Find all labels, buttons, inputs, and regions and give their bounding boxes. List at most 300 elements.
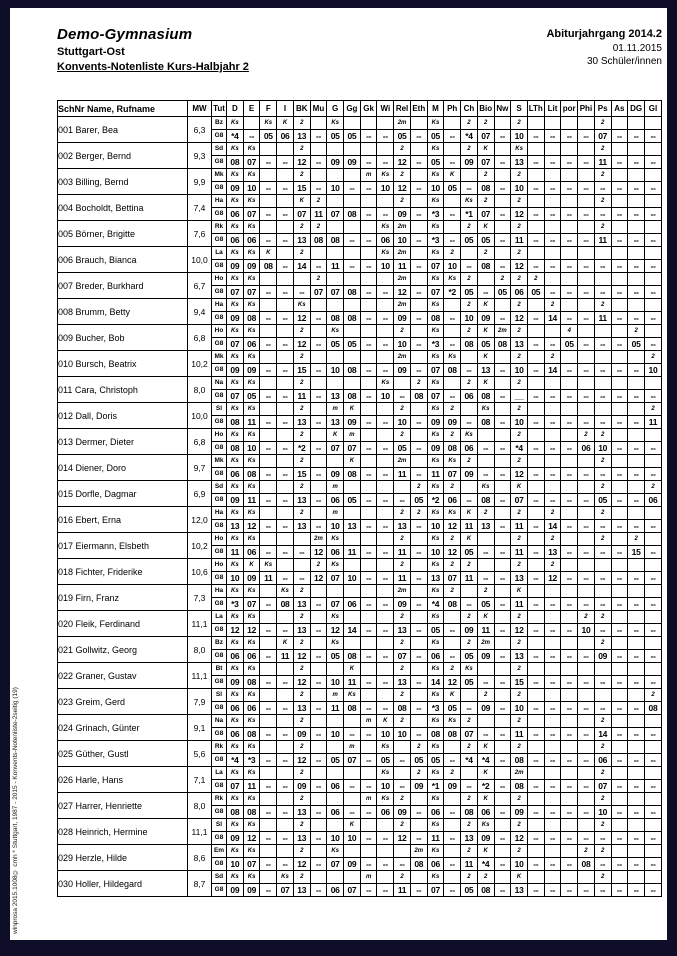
student-name-cell: 002 Berger, Bernd [58,143,188,169]
grade-cell: 13 [511,650,528,663]
grade-cell: 13 [344,520,361,533]
course-type-cell [277,455,294,468]
course-type-cell [360,637,377,650]
grade-cell: -- [544,156,561,169]
grade-cell: -- [644,572,661,585]
mw-cell: 6,3 [188,117,212,143]
grade-cell: 07 [243,286,260,299]
course-type-cell [527,169,544,182]
course-type-cell [494,585,511,598]
grade-cell: -- [260,780,277,793]
course-type-cell [527,507,544,520]
table-row [58,169,662,182]
course-type-cell [360,455,377,468]
course-type-cell [310,637,327,650]
grade-cell: -- [628,156,645,169]
course-type-cell: Ks [277,585,294,598]
grade-cell: -- [477,546,494,559]
course-type-cell [494,169,511,182]
course-type-cell [494,715,511,728]
course-type-cell [494,429,511,442]
grade-cell: -- [360,234,377,247]
course-type-cell [644,455,661,468]
grade-cell: -- [377,442,394,455]
course-type-cell [628,663,645,676]
course-type-cell [628,143,645,156]
course-type-cell [578,715,595,728]
track-cell: G8 [212,390,227,403]
mw-cell: 11,1 [188,663,212,689]
grade-cell: 07 [477,130,494,143]
course-type-cell: Ks [227,273,244,286]
track-cell: G8 [212,624,227,637]
course-type-cell [310,871,327,884]
grade-cell: 09 [444,780,461,793]
course-type-cell [327,221,344,234]
course-type-cell: Ks [227,247,244,260]
grade-cell: 13 [511,156,528,169]
course-type-cell: 2 [544,299,561,312]
track-cell: G8 [212,702,227,715]
grade-cell: 05 [327,338,344,351]
course-type-cell [344,351,361,364]
grade-cell: -- [377,468,394,481]
grade-cell: 10 [243,442,260,455]
grade-cell: 05 [410,494,427,507]
grade-cell: 08 [277,598,294,611]
col-header-G: G [327,101,344,117]
course-type-cell: Ks [243,247,260,260]
grade-cell: -- [628,676,645,689]
grade-cell: 09 [293,728,310,741]
grade-cell: -- [527,780,544,793]
grade-cell: 06 [327,806,344,819]
course-type-cell [544,325,561,338]
grade-cell: 14 [544,312,561,325]
grade-cell: *4 [461,754,478,767]
course-type-cell [544,403,561,416]
grade-cell: -- [377,312,394,325]
grade-cell: 11 [644,416,661,429]
course-type-cell [293,559,310,572]
course-type-cell: Ks [227,637,244,650]
course-type-cell [611,481,628,494]
course-type-cell [611,533,628,546]
course-type-cell [277,325,294,338]
grade-cell: -- [544,494,561,507]
grade-cell: -- [544,858,561,871]
grade-cell: -- [310,494,327,507]
grade-cell: *2 [477,780,494,793]
grade-cell: -- [410,676,427,689]
course-type-cell: Ks [377,767,394,780]
table-row [58,637,662,650]
course-type-cell: 2 [293,715,310,728]
course-type-cell [527,247,544,260]
grade-cell: 10 [394,234,411,247]
col-header-Nw: Nw [494,101,511,117]
student-name-cell: 020 Fleik, Ferdinand [58,611,188,637]
course-type-cell [394,741,411,754]
student-name-cell: 024 Grinach, Günter [58,715,188,741]
tutor-cell: Sl [212,403,227,416]
course-type-cell [561,429,578,442]
grade-cell: 10 [594,806,611,819]
grade-cell: -- [578,494,595,507]
course-type-cell [544,169,561,182]
course-type-cell: Ks [427,117,444,130]
grade-cell: -- [444,390,461,403]
grade-cell: -- [360,884,377,897]
course-type-cell [310,585,327,598]
course-type-cell: Ks [461,663,478,676]
course-type-cell: 2 [594,741,611,754]
grade-cell: -- [310,390,327,403]
course-type-cell [578,195,595,208]
course-type-cell [594,273,611,286]
grade-cell: -- [360,624,377,637]
course-type-cell: 2 [511,403,528,416]
track-cell: G8 [212,806,227,819]
course-type-cell: K [377,715,394,728]
course-type-cell [561,793,578,806]
course-type-cell [527,585,544,598]
grade-cell: 07 [394,650,411,663]
grade-cell: -- [310,520,327,533]
mw-cell: 10,0 [188,403,212,429]
grade-cell: -- [360,702,377,715]
course-type-cell: 2 [444,533,461,546]
grade-cell: *4 [427,598,444,611]
course-type-cell: Ks [327,611,344,624]
grade-cell: -- [444,754,461,767]
course-type-cell [544,247,561,260]
tutor-cell: Mk [212,455,227,468]
course-type-cell: Ks [227,195,244,208]
grade-cell: -- [410,260,427,273]
mw-cell: 7,1 [188,767,212,793]
course-type-cell [644,195,661,208]
student-name-cell: 028 Heinrich, Hermine [58,819,188,845]
course-type-cell [344,169,361,182]
track-cell: G8 [212,494,227,507]
grade-cell: *2 [444,286,461,299]
course-type-cell [611,715,628,728]
grade-cell: 05 [344,130,361,143]
grade-cell: 09 [227,494,244,507]
grade-cell: -- [260,884,277,897]
course-type-cell: K [511,585,528,598]
course-type-cell [260,481,277,494]
table-row [58,429,662,442]
course-type-cell: 2 [578,845,595,858]
grade-cell: -- [544,650,561,663]
course-type-cell [410,169,427,182]
course-type-cell [410,221,427,234]
col-header-name: SchNr Name, Rufname [58,101,188,117]
grade-cell: 05 [444,702,461,715]
course-type-cell [410,351,427,364]
grade-cell: 05 [461,546,478,559]
course-type-cell: Ks [243,273,260,286]
course-type-cell [260,611,277,624]
course-type-cell [611,611,628,624]
grade-cell: 09 [394,312,411,325]
grade-cell: 13 [293,806,310,819]
course-type-cell: K [477,767,494,780]
course-type-cell: 2 [293,585,310,598]
col-header-Gk: Gk [360,101,377,117]
course-type-cell [561,715,578,728]
course-type-cell: m [344,741,361,754]
grade-cell: -- [611,572,628,585]
grade-cell: -- [344,234,361,247]
grade-cell: 09 [461,624,478,637]
course-type-cell: 2 [394,169,411,182]
course-type-cell: Ks [243,169,260,182]
course-type-cell [561,169,578,182]
footer-vertical-text: winprosa 2015.1008© cmh * Stuttgart, 1987 - 2015 - Konvents-Notenliste-2seitig (19) [12,687,19,934]
course-type-cell: 2 [293,325,310,338]
mw-cell: 9,7 [188,455,212,481]
tutor-cell: Rk [212,221,227,234]
student-name-cell: 027 Harrer, Henriette [58,793,188,819]
course-type-cell [544,585,561,598]
course-type-cell [410,715,427,728]
course-type-cell [611,117,628,130]
course-type-cell [544,689,561,702]
grade-cell: -- [561,572,578,585]
student-name-cell: 013 Dermer, Dieter [58,429,188,455]
grade-cell: -- [644,832,661,845]
grade-cell: 09 [227,364,244,377]
grade-cell: 07 [477,156,494,169]
grade-cell: -- [260,650,277,663]
track-cell: G8 [212,520,227,533]
student-name-cell: 023 Greim, Gerd [58,689,188,715]
course-type-cell [561,585,578,598]
grade-cell: -- [277,780,294,793]
grade-cell: -- [611,442,628,455]
tutor-cell: Sd [212,871,227,884]
grade-cell: -- [277,676,294,689]
grade-cell: -- [410,468,427,481]
table-row [58,273,662,286]
col-header-Ph: Ph [444,101,461,117]
course-type-cell [360,845,377,858]
course-type-cell: Ks [227,871,244,884]
grade-cell: -- [394,390,411,403]
course-type-cell [561,247,578,260]
course-type-cell: Ks [427,871,444,884]
course-type-cell: Ks [461,429,478,442]
grade-cell: 05 [461,676,478,689]
grade-cell: -- [494,468,511,481]
grade-cell: -- [293,546,310,559]
course-type-cell [377,663,394,676]
grade-cell: -- [644,182,661,195]
table-row [58,403,662,416]
grade-cell: 06 [477,806,494,819]
course-type-cell [594,377,611,390]
course-type-cell: Ks [427,247,444,260]
grade-cell: 11 [344,546,361,559]
course-type-cell: K [477,299,494,312]
course-type-cell [561,273,578,286]
course-type-cell [360,325,377,338]
course-type-cell [611,585,628,598]
course-type-cell: Ks [227,377,244,390]
course-type-cell [611,169,628,182]
course-type-cell: Ks [377,247,394,260]
grade-cell: -- [527,754,544,767]
course-type-cell: Ks [227,351,244,364]
course-type-cell [527,377,544,390]
course-type-cell: K [477,793,494,806]
grade-cell: 13 [477,364,494,377]
grade-cell: 12 [293,676,310,689]
grade-cell: -- [310,338,327,351]
grade-cell: -- [594,390,611,403]
report-page [10,8,667,940]
course-type-cell [644,169,661,182]
course-type-cell [594,403,611,416]
course-type-cell [344,299,361,312]
grade-cell: 15 [293,468,310,481]
course-type-cell: 2 [394,663,411,676]
course-type-cell: 2 [511,169,528,182]
grade-cell: 13 [293,832,310,845]
course-type-cell [310,715,327,728]
course-type-cell: Ks [327,533,344,546]
grade-cell: -- [578,286,595,299]
course-type-cell [544,117,561,130]
course-type-cell [628,299,645,312]
grade-cell: 07 [327,286,344,299]
grade-cell: -- [494,754,511,767]
grade-cell: -- [277,754,294,767]
grade-cell: -- [561,702,578,715]
grade-cell: -- [611,832,628,845]
grade-cell: 09 [461,156,478,169]
grade-cell: -- [544,442,561,455]
course-type-cell: K [293,195,310,208]
grade-cell: -- [494,624,511,637]
course-type-cell: Ks [477,481,494,494]
course-type-cell [461,351,478,364]
course-type-cell [527,195,544,208]
course-type-cell [494,793,511,806]
course-type-cell: 2 [644,351,661,364]
course-type-cell [544,819,561,832]
course-type-cell: Ks [243,507,260,520]
grade-cell: -- [360,598,377,611]
course-type-cell: Ks [243,585,260,598]
course-type-cell [260,299,277,312]
course-type-cell: Ks [243,455,260,468]
grade-cell: -- [444,208,461,221]
grade-cell: 06 [227,468,244,481]
grade-cell: 07 [327,598,344,611]
grade-cell: 13 [511,338,528,351]
course-type-cell [644,143,661,156]
course-type-cell [377,429,394,442]
track-cell: G8 [212,780,227,793]
grade-cell: 11 [394,260,411,273]
course-type-cell [527,143,544,156]
course-type-cell [293,273,310,286]
course-type-cell [494,637,511,650]
course-type-cell [360,143,377,156]
grade-cell: -- [644,858,661,871]
course-type-cell: Ks [427,143,444,156]
grade-cell: 05 [344,338,361,351]
grade-cell: 11 [511,598,528,611]
course-type-cell: 2 [293,741,310,754]
col-header-As: As [611,101,628,117]
course-type-cell [527,325,544,338]
student-name-cell: 018 Fichter, Friderike [58,559,188,585]
grade-cell: -- [611,130,628,143]
grade-cell: 08 [511,780,528,793]
grade-cell: -- [410,884,427,897]
course-type-cell: 2 [594,195,611,208]
mw-cell: 12,0 [188,507,212,533]
grade-cell: -- [494,234,511,247]
student-name-cell: 025 Güther, Gustl [58,741,188,767]
grade-cell: -- [494,390,511,403]
grade-cell: -- [277,312,294,325]
grade-cell: -- [561,260,578,273]
grade-cell: -- [578,702,595,715]
course-type-cell [260,793,277,806]
course-type-cell [410,273,427,286]
course-type-cell [611,845,628,858]
course-type-cell: 2 [461,715,478,728]
course-type-cell [594,663,611,676]
course-type-cell [628,195,645,208]
course-type-cell: Ks [227,299,244,312]
grade-cell: 09 [410,780,427,793]
course-type-cell [578,507,595,520]
grade-cell: -- [377,884,394,897]
grade-cell: -- [628,416,645,429]
grade-cell: -- [527,208,544,221]
course-type-cell [527,429,544,442]
grade-cell: 09 [427,442,444,455]
grade-cell: -- [527,832,544,845]
course-type-cell [327,715,344,728]
course-type-cell: Ks [427,611,444,624]
course-type-cell: 2 [511,559,528,572]
grade-cell: 07 [344,754,361,767]
course-type-cell [544,377,561,390]
grade-cell: 13 [394,624,411,637]
course-type-cell: 2 [494,273,511,286]
course-type-cell [561,351,578,364]
grade-cell: 12 [293,754,310,767]
grade-cell: *4 [461,130,478,143]
course-type-cell [544,845,561,858]
grade-cell: 11 [594,156,611,169]
grade-cell: -- [360,572,377,585]
grade-cell: -- [594,546,611,559]
grade-cell: -- [578,598,595,611]
grade-cell: 07 [427,884,444,897]
course-type-cell: 2 [461,273,478,286]
grade-cell: -- [277,546,294,559]
grade-cell: -- [360,494,377,507]
